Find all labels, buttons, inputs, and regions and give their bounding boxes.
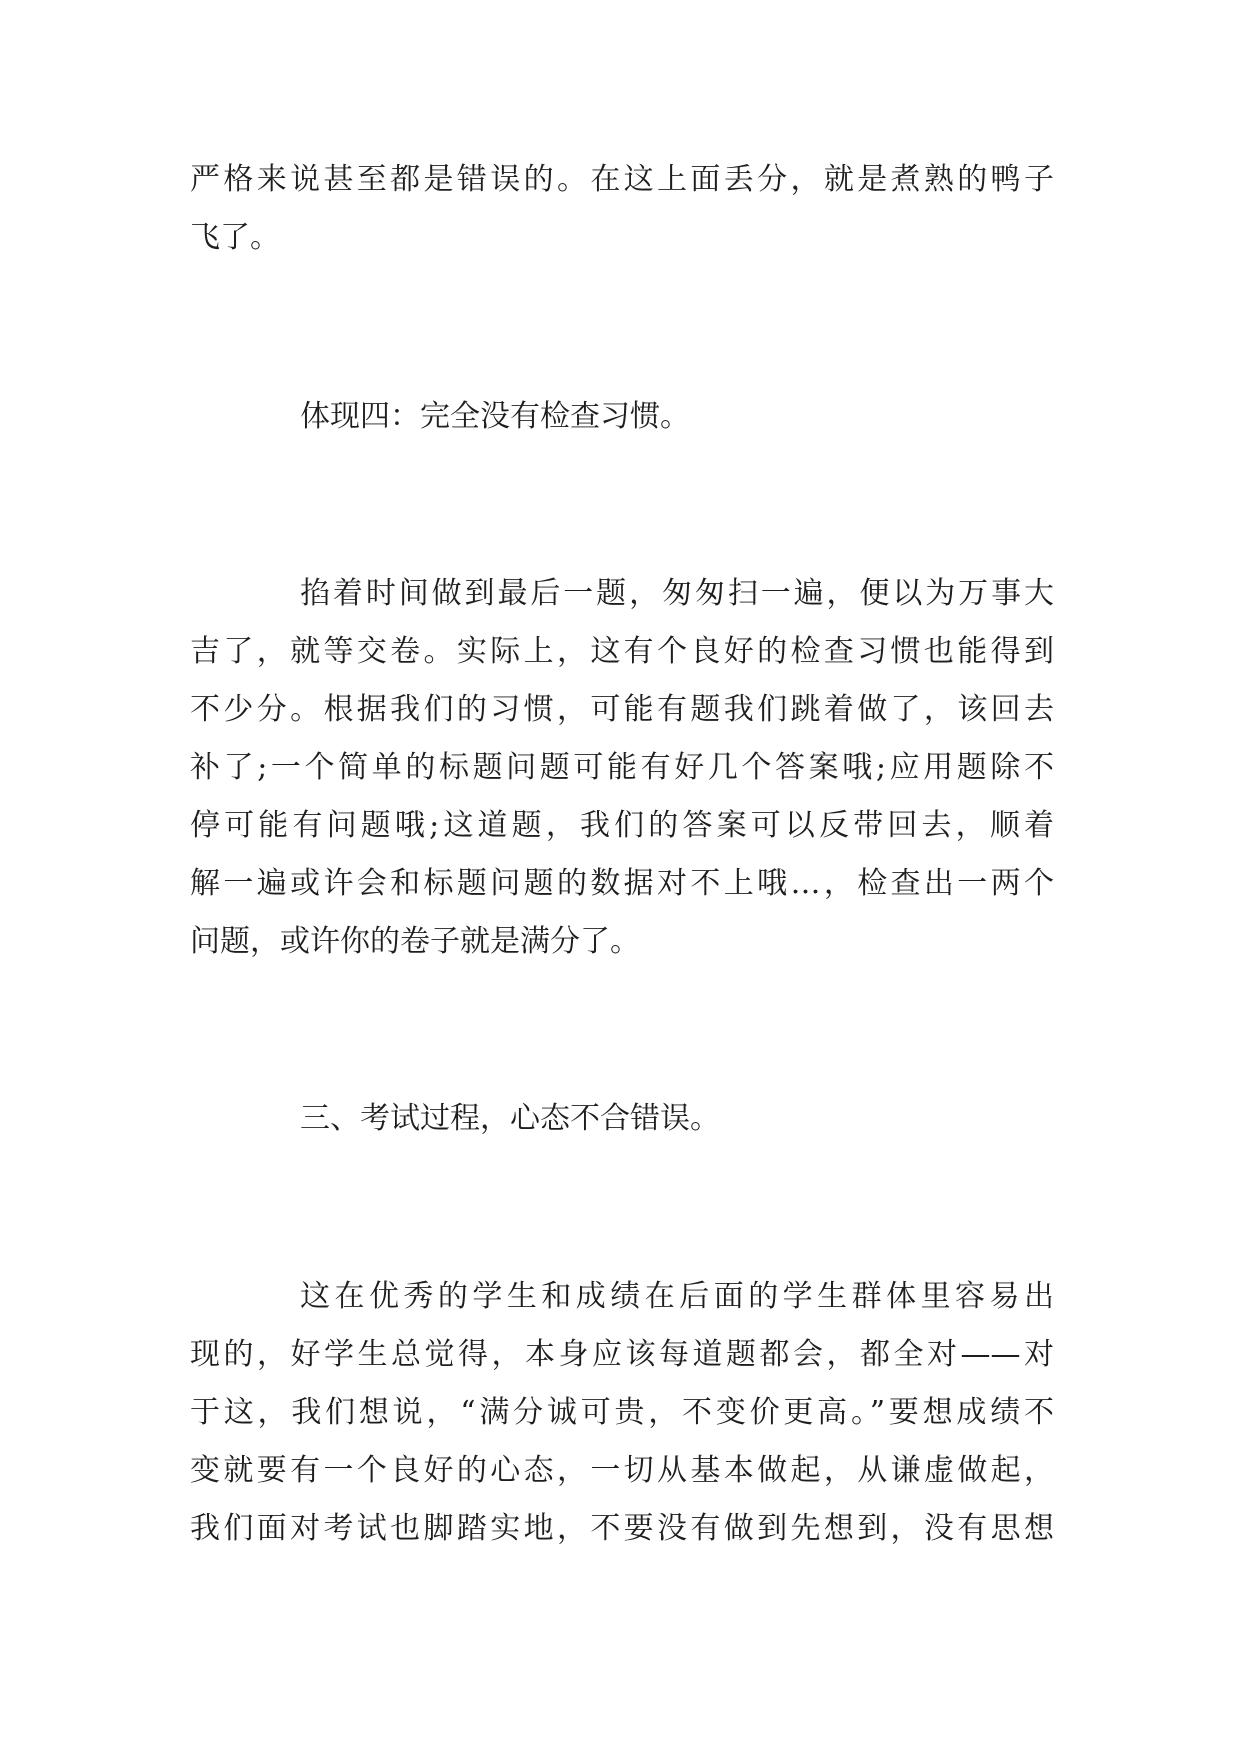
text-line: 于这，我们想说，“满分诚可贵，不变价更高。”要想成绩不 bbox=[190, 1395, 1054, 1430]
text-line: 严格来说甚至都是错误的。在这上面丢分，就是煮熟的鸭子 bbox=[190, 162, 1054, 197]
text-line: 补了;一个简单的标题问题可能有好几个答案哦;应用题除不 bbox=[190, 750, 1054, 785]
text-line: 飞了。 bbox=[190, 220, 280, 255]
text-line: 掐着时间做到最后一题，匆匆扫一遍，便以为万事大 bbox=[300, 576, 1054, 611]
heading-line: 体现四：完全没有检查习惯。 bbox=[300, 399, 690, 434]
text-line: 我们面对考试也脚踏实地，不要没有做到先想到，没有思想 bbox=[190, 1511, 1054, 1546]
text-line: 不少分。根据我们的习惯，可能有题我们跳着做了，该回去 bbox=[190, 692, 1054, 727]
text-line: 现的，好学生总觉得，本身应该每道题都会，都全对——对 bbox=[190, 1337, 1054, 1372]
heading-line: 三、考试过程，心态不合错误。 bbox=[300, 1101, 720, 1136]
text-line: 这在优秀的学生和成绩在后面的学生群体里容易出 bbox=[300, 1279, 1054, 1314]
text-line: 变就要有一个良好的心态，一切从基本做起，从谦虚做起， bbox=[190, 1453, 1054, 1488]
text-line: 解一遍或许会和标题问题的数据对不上哦…，检查出一两个 bbox=[190, 866, 1054, 901]
text-line: 停可能有问题哦;这道题，我们的答案可以反带回去，顺着 bbox=[190, 808, 1054, 843]
text-line: 问题，或许你的卷子就是满分了。 bbox=[190, 924, 640, 959]
text-line: 吉了，就等交卷。实际上，这有个良好的检查习惯也能得到 bbox=[190, 634, 1054, 669]
